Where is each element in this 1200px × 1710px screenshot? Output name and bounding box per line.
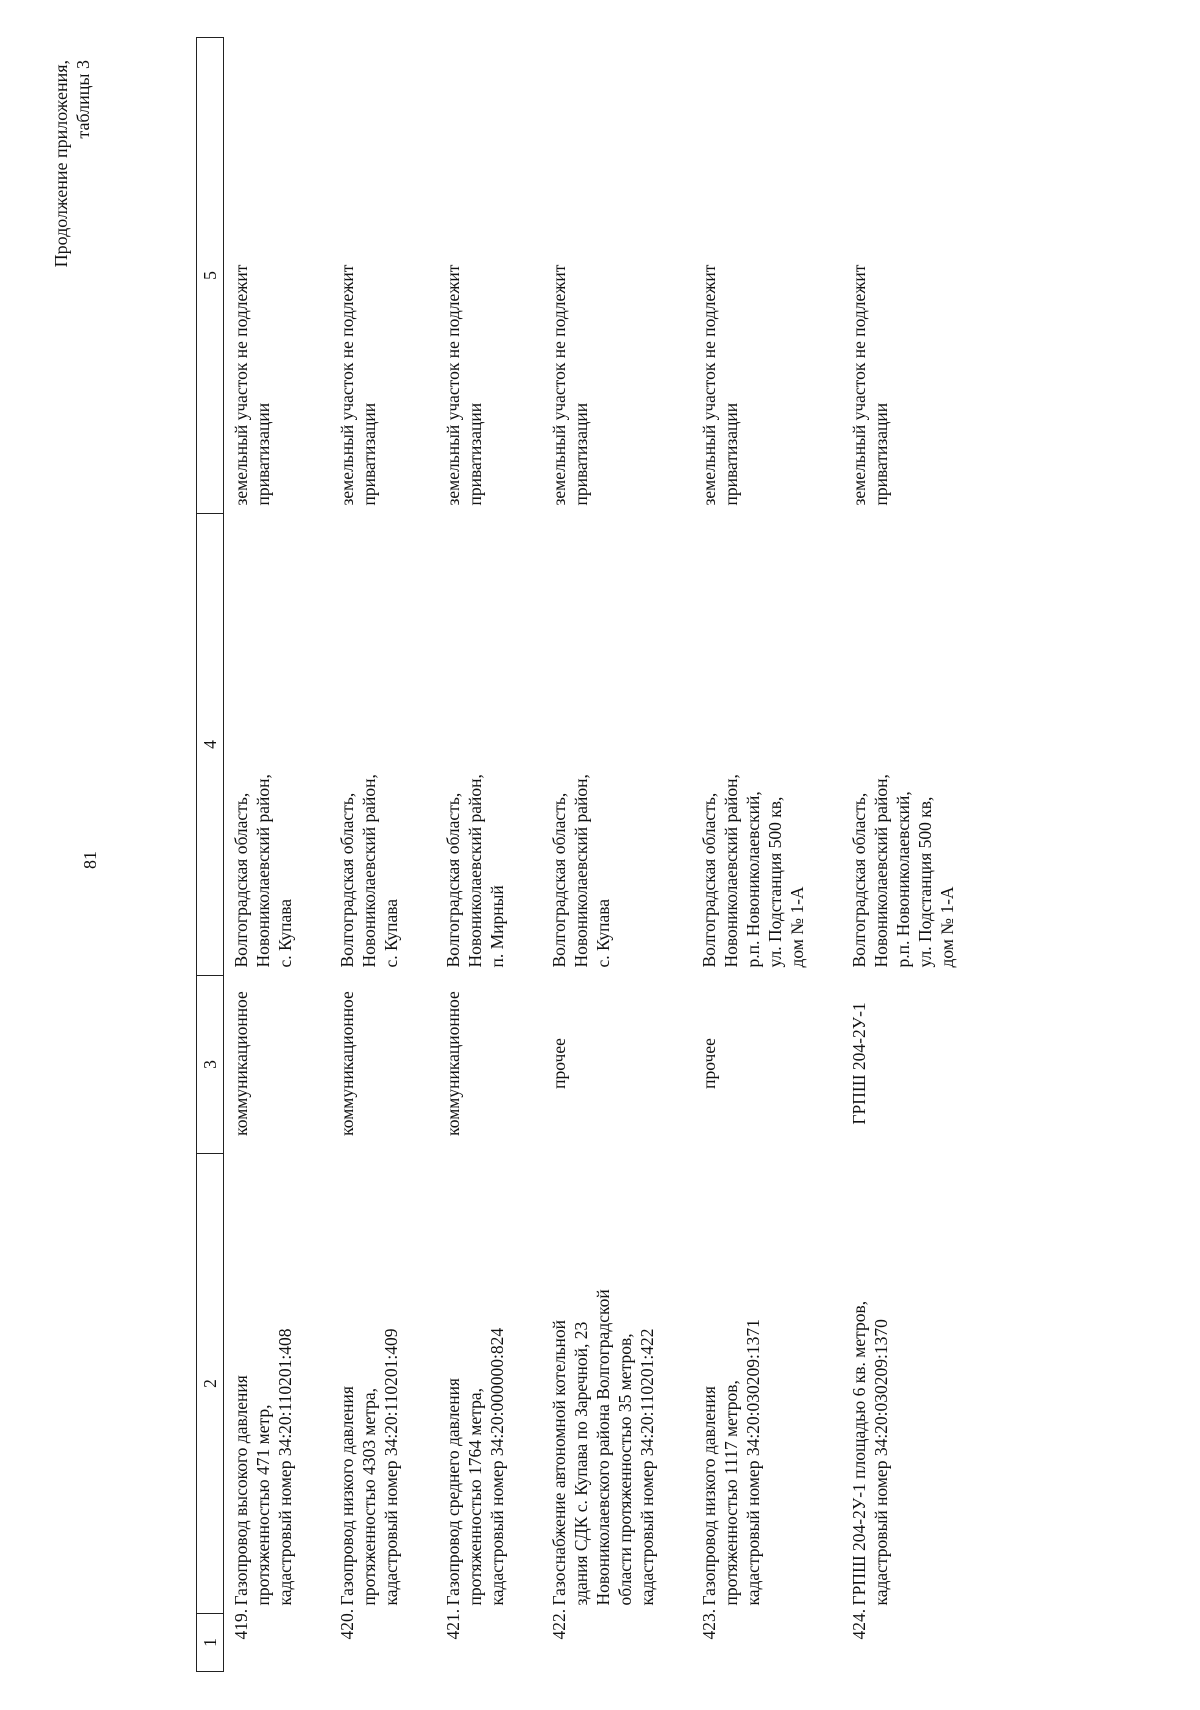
note-line: приватизации xyxy=(571,402,591,506)
note-line: приватизации xyxy=(253,402,273,506)
address-line: Волгоградская область, xyxy=(337,792,357,968)
object-name-line: здания СДК с. Купава по Заречной, 23 xyxy=(571,1321,591,1606)
note-line: приватизации xyxy=(359,402,379,506)
object-name-cell xyxy=(692,1154,842,1614)
object-name-line: Газопровод высокого давления xyxy=(231,1375,251,1606)
address-cell xyxy=(224,514,331,976)
continuation-line-1: Продолжение приложения, xyxy=(51,60,71,268)
address-line: Новониколаевский район, xyxy=(871,774,891,968)
object-name-line: Газоснабжение автономной котельной xyxy=(549,1319,569,1606)
note-line: земельный участок не подлежит xyxy=(337,264,357,506)
address-line: п. Мирный xyxy=(487,885,507,968)
continuation-note xyxy=(50,60,94,300)
row-number: 420. xyxy=(337,1608,357,1640)
row-number: 422. xyxy=(549,1608,569,1640)
object-name-line: протяженностью 471 метр, xyxy=(253,1404,273,1606)
object-name-line: кадастровый номер 34:20:110201:408 xyxy=(275,1328,295,1606)
object-name-line: протяженностью 4303 метра, xyxy=(359,1388,379,1606)
address-line: Новониколаевский район, xyxy=(721,774,741,968)
address-line: с. Купава xyxy=(275,898,295,968)
note-cell xyxy=(436,38,542,514)
row-number: 424. xyxy=(849,1608,869,1640)
address-line: Новониколаевский район, xyxy=(253,774,273,968)
table-row xyxy=(330,38,436,1672)
property-table xyxy=(196,37,992,1672)
note-line: приватизации xyxy=(871,402,891,506)
address-line: р.п. Новониколаевский, xyxy=(743,791,763,968)
object-name-line: Газопровод низкого давления xyxy=(699,1386,719,1606)
column-header: 1 xyxy=(197,1614,224,1672)
column-header: 2 xyxy=(197,1154,224,1614)
object-name-line: кадастровый номер 34:20:110201:422 xyxy=(637,1328,657,1606)
address-cell xyxy=(542,514,692,976)
note-cell xyxy=(224,38,331,514)
address-line: Новониколаевский район, xyxy=(465,774,485,968)
address-line: Волгоградская область, xyxy=(699,792,719,968)
address-cell xyxy=(842,514,992,976)
column-header: 5 xyxy=(197,38,224,514)
address-line: дом № 1-А xyxy=(937,886,957,968)
object-name-line: протяженностью 1117 метров, xyxy=(721,1380,741,1606)
note-line: земельный участок не подлежит xyxy=(443,264,463,506)
column-header: 4 xyxy=(197,514,224,976)
note-line: земельный участок не подлежит xyxy=(699,264,719,506)
note-cell xyxy=(692,38,842,514)
object-type: ГРПШ 204-2У-1 xyxy=(849,1002,869,1125)
object-type: коммуникационное xyxy=(443,991,463,1136)
address-line: Новониколаевский район, xyxy=(359,774,379,968)
object-name-line: кадастровый номер 34:20:030209:1370 xyxy=(871,1319,891,1606)
row-number: 419. xyxy=(231,1608,251,1640)
address-cell xyxy=(692,514,842,976)
object-name-line: области протяженностью 35 метров, xyxy=(615,1333,635,1606)
object-type: прочее xyxy=(699,1038,719,1089)
address-line: с. Купава xyxy=(593,898,613,968)
address-line: Новониколаевский район, xyxy=(571,774,591,968)
object-name-cell xyxy=(330,1154,436,1614)
address-line: р.п. Новониколаевский, xyxy=(893,791,913,968)
address-line: с. Купава xyxy=(381,898,401,968)
address-line: ул. Подстанция 500 кв, xyxy=(765,796,785,968)
column-header: 3 xyxy=(197,976,224,1154)
continuation-line-2: таблицы 3 xyxy=(73,60,93,139)
note-cell xyxy=(842,38,992,514)
object-type: коммуникационное xyxy=(231,991,251,1136)
note-line: земельный участок не подлежит xyxy=(231,264,251,506)
note-line: приватизации xyxy=(465,402,485,506)
object-type: прочее xyxy=(549,1038,569,1089)
address-line: ул. Подстанция 500 кв, xyxy=(915,796,935,968)
object-name-line: Газопровод низкого давления xyxy=(337,1386,357,1606)
address-line: Волгоградская область, xyxy=(231,792,251,968)
note-cell xyxy=(542,38,692,514)
object-name-line: кадастровый номер 34:20:030209:1371 xyxy=(743,1319,763,1606)
object-name-cell xyxy=(842,1154,992,1614)
object-type: коммуникационное xyxy=(337,991,357,1136)
note-line: земельный участок не подлежит xyxy=(549,264,569,506)
note-cell xyxy=(330,38,436,514)
object-name-line: Газопровод среднего давления xyxy=(443,1378,463,1606)
address-line: Волгоградская область, xyxy=(849,792,869,968)
object-name-cell xyxy=(436,1154,542,1614)
object-name-line: Новониколаевского района Волгоградской xyxy=(593,1289,613,1606)
object-name-line: ГРПШ 204-2У-1 площадью 6 кв. метров, xyxy=(849,1300,869,1606)
address-cell xyxy=(330,514,436,976)
object-name-cell xyxy=(542,1154,692,1614)
object-name-line: кадастровый номер 34:20:110201:409 xyxy=(381,1328,401,1606)
row-number: 423. xyxy=(699,1608,719,1640)
table-row xyxy=(692,38,842,1672)
table-row xyxy=(542,38,692,1672)
row-number: 421. xyxy=(443,1608,463,1640)
object-name-line: протяженностью 1764 метра, xyxy=(465,1388,485,1606)
address-line: Волгоградская область, xyxy=(443,792,463,968)
table-row xyxy=(436,38,542,1672)
address-cell xyxy=(436,514,542,976)
page-number: 81 xyxy=(80,851,100,869)
table-row xyxy=(842,38,992,1672)
object-name-line: кадастровый номер 34:20:000000:824 xyxy=(487,1327,507,1606)
note-line: земельный участок не подлежит xyxy=(849,264,869,506)
object-name-cell xyxy=(224,1154,331,1614)
table-header-row xyxy=(197,38,224,1672)
table-row xyxy=(224,38,331,1672)
note-line: приватизации xyxy=(721,402,741,506)
address-line: дом № 1-А xyxy=(787,886,807,968)
address-line: Волгоградская область, xyxy=(549,792,569,968)
